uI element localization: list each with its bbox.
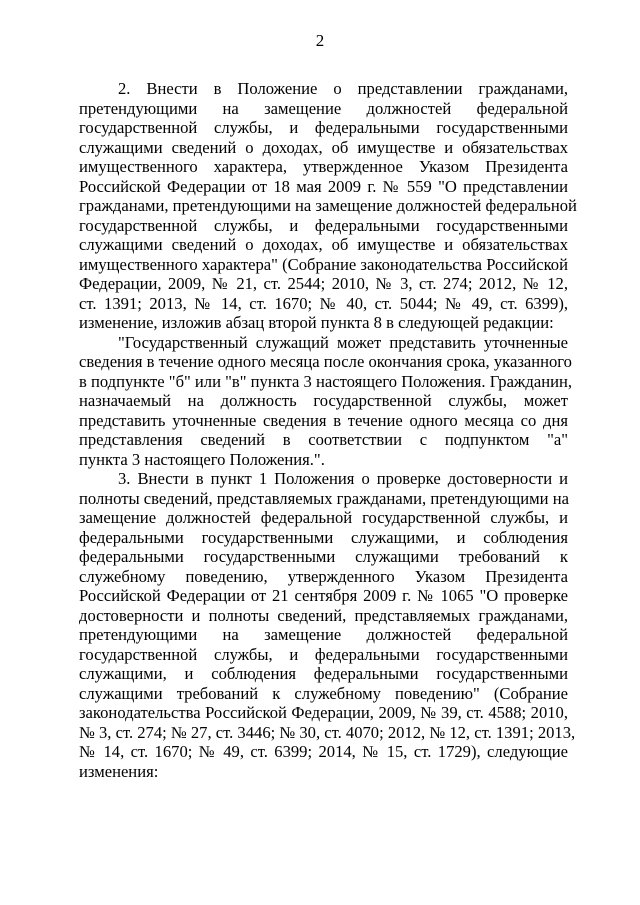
text-line: представления сведений в соответствии с подпунктом "а"	[79, 430, 568, 449]
paragraph-first-line: 3. Внести в пункт 1 Положения о проверке достоверности и	[118, 469, 568, 488]
text-line: служащими, и соблюдения федеральными государственными	[79, 664, 568, 683]
text-line: федеральными государственными служащими, и соблюдения	[79, 527, 568, 547]
text-line: служащими сведений о доходах, об имуществе и обязательствах	[79, 137, 568, 157]
text-line: государственной службы, и федеральными государственными	[79, 118, 568, 137]
text-line: назначаемый на должность государственной службы, может	[79, 391, 568, 410]
text-line: № 3, ст. 274; № 27, ст. 3446; № 30, ст. 4070; 2012, № 12, ст. 1391; 2013,	[79, 722, 576, 742]
text-line: пункта 3 настоящего Положения.".	[79, 449, 325, 469]
text-line: Федерации, 2009, № 21, ст. 2544; 2010, № 3, ст. 274; 2012, № 12,	[79, 274, 568, 293]
text-line: изменение, изложив абзац второй пункта 8 в следующей редакции:	[79, 313, 554, 332]
text-line: сведения в течение одного месяца после окончания срока, указанного	[79, 352, 572, 371]
text-line: служащими требований к служебному поведению" (Собрание	[79, 683, 568, 703]
text-line: государственной службы, и федеральными государственными	[79, 644, 568, 664]
text-line: служащими сведений о доходах, об имуществе и обязательствах	[79, 235, 568, 254]
text-line: служебному поведению, утвержденного Указом Президента	[79, 566, 568, 586]
text-line: полноты сведений, представляемых гражданами, претендующими на	[79, 488, 569, 508]
text-line: достоверности и полноты сведений, представляемых гражданами,	[79, 605, 568, 625]
text-line: претендующими на замещение должностей федеральной	[79, 98, 568, 118]
text-line: гражданами, претендующими на замещение должностей федеральной	[79, 196, 577, 215]
text-line: ст. 1391; 2013, № 14, ст. 1670; № 40, ст. 5044; № 49, ст. 6399),	[79, 293, 568, 313]
page-number: 2	[315, 31, 325, 50]
text-line: законодательства Российской Федерации, 2009, № 39, ст. 4588; 2010,	[79, 703, 568, 722]
text-line: Российской Федерации от 21 сентября 2009 г. № 1065 "О проверке	[79, 586, 568, 605]
text-line: в подпункте "б" или "в" пункта 3 настоящего Положения. Гражданин,	[79, 371, 572, 391]
text-line: претендующими на замещение должностей федеральной	[79, 625, 568, 644]
text-line: имущественного характера, утвержденное Указом Президента	[79, 157, 568, 176]
text-line: изменения:	[79, 761, 159, 781]
text-line: представить уточненные сведения в течение одного месяца со дня	[79, 410, 568, 430]
text-line: № 14, ст. 1670; № 49, ст. 6399; 2014, № 15, ст. 1729), следующие	[79, 742, 568, 761]
text-line: федеральными государственными служащими требований к	[79, 547, 568, 566]
text-line: замещение должностей федеральной государственной службы, и	[79, 508, 568, 527]
paragraph-first-line: 2. Внести в Положение о представлении гражданами,	[118, 79, 568, 98]
document-body	[79, 79, 577, 781]
text-line: Российской Федерации от 18 мая 2009 г. № 559 "О представлении	[79, 176, 568, 196]
text-line: имущественного характера" (Собрание законодательства Российской	[79, 254, 568, 274]
text-line: государственной службы, и федеральными государственными	[79, 215, 568, 235]
paragraph-first-line: "Государственный служащий может представить уточненные	[118, 332, 568, 352]
